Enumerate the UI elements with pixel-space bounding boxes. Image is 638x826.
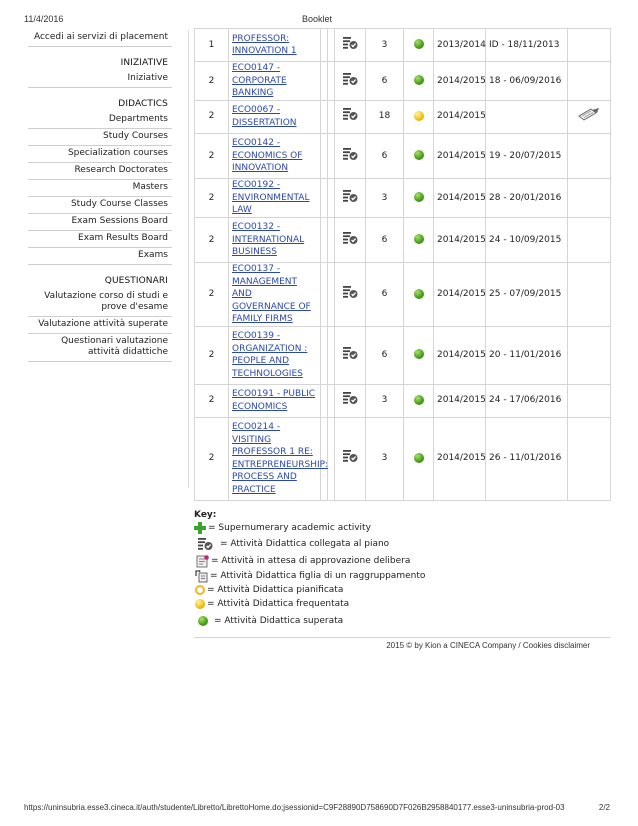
sidebar-item-research-doctorates[interactable]: Research Doctorates bbox=[28, 163, 172, 180]
empty-cell bbox=[328, 179, 335, 218]
linked-activity-icon bbox=[342, 346, 359, 360]
legend-label: = Attività Didattica figlia di un raggruppamento bbox=[210, 570, 426, 581]
empty-cell bbox=[328, 100, 335, 133]
empty-cell bbox=[321, 100, 328, 133]
legend-item bbox=[194, 554, 594, 569]
year-cell: 1 bbox=[195, 29, 229, 62]
table-row bbox=[195, 217, 611, 263]
linked-activity-icon bbox=[342, 107, 359, 121]
legend-label: = Attività Didattica pianificata bbox=[207, 584, 344, 595]
sidebar-item-exam-sessions-board[interactable]: Exam Sessions Board bbox=[28, 214, 172, 231]
result-cell: 25 - 07/09/2015 bbox=[486, 263, 568, 327]
linked-icon-cell bbox=[335, 29, 366, 62]
legend-item bbox=[194, 569, 594, 583]
linked-icon-cell bbox=[335, 62, 366, 101]
year-cell: 2 bbox=[195, 100, 229, 133]
cfu-cell: 3 bbox=[366, 179, 404, 218]
legend-title: Key: bbox=[194, 510, 217, 520]
linked-icon-cell bbox=[335, 384, 366, 417]
linked-icon-cell bbox=[335, 263, 366, 327]
sidebar-item-specialization-courses[interactable]: Specialization courses bbox=[28, 146, 172, 163]
legend-item bbox=[194, 522, 594, 534]
legend-item bbox=[194, 611, 594, 631]
status-cell bbox=[404, 62, 434, 101]
linked-activity-icon bbox=[197, 537, 214, 551]
cfu-cell: 6 bbox=[366, 217, 404, 263]
sidebar-section-title: QUESTIONARI bbox=[104, 276, 168, 286]
status-cell bbox=[404, 179, 434, 218]
action-cell bbox=[568, 29, 611, 62]
cfu-cell: 6 bbox=[366, 326, 404, 384]
course-cell bbox=[229, 133, 321, 179]
academic-year-cell: 2014/2015 bbox=[434, 417, 486, 500]
sidebar-item-study-courses[interactable]: Study Courses bbox=[28, 129, 172, 146]
footer-divider bbox=[194, 637, 610, 638]
status-yellow-icon bbox=[414, 111, 424, 121]
linked-icon-cell bbox=[335, 326, 366, 384]
course-link[interactable]: ECO0147 - CORPORATE BANKING bbox=[232, 63, 287, 98]
linked-activity-icon bbox=[342, 231, 359, 245]
empty-cell bbox=[321, 133, 328, 179]
sidebar-item-questionari-valutazione-attivit-didattiche[interactable]: Questionari valutazione attività didattiche bbox=[28, 334, 172, 362]
result-cell bbox=[486, 100, 568, 133]
print-header bbox=[24, 14, 610, 28]
linked-activity-icon bbox=[342, 147, 359, 161]
year-cell: 2 bbox=[195, 326, 229, 384]
course-link[interactable]: ECO0191 - PUBLIC ECONOMICS bbox=[232, 389, 316, 412]
sidebar-item-placement[interactable]: Accedi ai servizi di placement bbox=[28, 30, 172, 47]
year-cell: 2 bbox=[195, 384, 229, 417]
course-link[interactable]: ECO0067 - DISSERTATION bbox=[232, 105, 297, 128]
action-cell bbox=[568, 326, 611, 384]
linked-activity-icon bbox=[342, 285, 359, 299]
linked-activity-icon bbox=[342, 72, 359, 86]
legend-item bbox=[194, 597, 594, 611]
empty-cell bbox=[328, 133, 335, 179]
empty-cell bbox=[321, 29, 328, 62]
course-cell bbox=[229, 29, 321, 62]
status-green-icon bbox=[414, 192, 424, 202]
sidebar-item-departments[interactable]: Departments bbox=[28, 112, 172, 129]
cfu-cell: 6 bbox=[366, 133, 404, 179]
status-green-icon bbox=[414, 289, 424, 299]
action-cell bbox=[568, 179, 611, 218]
sidebar-section-title: DIDACTICS bbox=[118, 99, 168, 109]
table-row bbox=[195, 62, 611, 101]
sidebar-item-valutazione-attivit-superate[interactable]: Valutazione attività superate bbox=[28, 317, 172, 334]
legend-label: = Attività Didattica superata bbox=[214, 615, 344, 626]
status-green-icon bbox=[414, 150, 424, 160]
cfu-cell: 18 bbox=[366, 100, 404, 133]
linked-activity-icon bbox=[342, 391, 359, 405]
content-divider bbox=[188, 30, 189, 488]
linked-icon-cell bbox=[335, 100, 366, 133]
table-row bbox=[195, 384, 611, 417]
course-cell bbox=[229, 263, 321, 327]
sidebar bbox=[28, 30, 172, 362]
table-row bbox=[195, 100, 611, 133]
sidebar-sections bbox=[28, 47, 172, 362]
pending-approval-icon bbox=[196, 555, 209, 568]
academic-year-cell: 2014/2015 bbox=[434, 326, 486, 384]
booking-icon[interactable] bbox=[578, 107, 600, 121]
action-cell bbox=[568, 62, 611, 101]
year-cell: 2 bbox=[195, 133, 229, 179]
linked-activity-icon bbox=[342, 36, 359, 50]
academic-year-cell: 2013/2014 bbox=[434, 29, 486, 62]
footer-credits[interactable]: 2015 © by Kion a CINECA Company / Cookies disclaimer bbox=[386, 641, 590, 650]
cfu-cell: 6 bbox=[366, 263, 404, 327]
year-cell: 2 bbox=[195, 179, 229, 218]
cfu-cell: 6 bbox=[366, 62, 404, 101]
booklet-body bbox=[195, 29, 611, 501]
course-link[interactable]: PROFESSOR: INNOVATION 1 bbox=[232, 33, 297, 56]
status-green-icon bbox=[414, 39, 424, 49]
action-cell bbox=[568, 133, 611, 179]
academic-year-cell: 2014/2015 bbox=[434, 384, 486, 417]
result-cell: 20 - 11/01/2016 bbox=[486, 326, 568, 384]
result-cell: ID - 18/11/2013 bbox=[486, 29, 568, 62]
linked-activity-icon bbox=[342, 189, 359, 203]
sidebar-item-exam-results-board[interactable]: Exam Results Board bbox=[28, 231, 172, 248]
empty-cell bbox=[328, 384, 335, 417]
linked-icon-cell bbox=[335, 133, 366, 179]
status-cell bbox=[404, 133, 434, 179]
course-link[interactable]: ECO0192 - ENVIRONMENTAL LAW bbox=[232, 180, 310, 215]
course-link[interactable]: ECO0137 - MANAGEMENT AND GOVERNANCE OF FAMILY FIRMS bbox=[232, 264, 311, 324]
legend-item bbox=[194, 583, 594, 597]
planned-ring-icon bbox=[195, 585, 205, 595]
course-cell bbox=[229, 217, 321, 263]
result-cell: 24 - 10/09/2015 bbox=[486, 217, 568, 263]
print-title: Booklet bbox=[301, 14, 333, 24]
status-cell bbox=[404, 326, 434, 384]
table-row bbox=[195, 417, 611, 500]
result-cell: 18 - 06/09/2016 bbox=[486, 62, 568, 101]
result-cell: 24 - 17/06/2016 bbox=[486, 384, 568, 417]
course-link[interactable]: ECO0214 - VISITING PROFESSOR 1 RE: ENTREPRENEURSHIP: PROCESS AND PRACTICE bbox=[232, 422, 329, 495]
status-green-icon bbox=[414, 234, 424, 244]
sidebar-item-masters[interactable]: Masters bbox=[28, 180, 172, 197]
status-green-icon bbox=[414, 349, 424, 359]
print-url: https://uninsubria.esse3.cineca.it/auth/studente/Libretto/LibrettoHome.do;jsessionid=C9F28890D758690D7F026B2958840177.esse3-uninsubria-prod-03 bbox=[24, 803, 565, 812]
empty-cell bbox=[321, 384, 328, 417]
status-cell bbox=[404, 217, 434, 263]
result-cell: 28 - 20/01/2016 bbox=[486, 179, 568, 218]
booklet-table bbox=[194, 28, 611, 501]
course-link[interactable]: ECO0142 - ECONOMICS OF INNOVATION bbox=[232, 138, 303, 173]
sidebar-item-exams[interactable]: Exams bbox=[28, 248, 172, 265]
legend-item bbox=[194, 534, 594, 554]
sidebar-item-valutazione-corso-di-studi-e-prove-d-esame[interactable]: Valutazione corso di studi e prove d'esame bbox=[28, 289, 172, 317]
academic-year-cell: 2014/2015 bbox=[434, 133, 486, 179]
legend-label: = Supernumerary academic activity bbox=[208, 522, 371, 533]
course-cell bbox=[229, 326, 321, 384]
linked-icon-cell bbox=[335, 217, 366, 263]
empty-cell bbox=[328, 217, 335, 263]
print-date: 11/4/2016 bbox=[24, 14, 64, 24]
course-cell bbox=[229, 100, 321, 133]
empty-cell bbox=[321, 326, 328, 384]
status-green-icon bbox=[414, 75, 424, 85]
empty-cell bbox=[328, 263, 335, 327]
empty-cell bbox=[328, 29, 335, 62]
attended-dot-icon bbox=[195, 599, 205, 609]
sidebar-item-study-course-classes[interactable]: Study Course Classes bbox=[28, 197, 172, 214]
print-page-number: 2/2 bbox=[598, 803, 610, 812]
child-activity-icon bbox=[195, 570, 208, 583]
action-cell bbox=[568, 217, 611, 263]
plus-icon bbox=[194, 522, 206, 534]
sidebar-item-iniziative[interactable]: Iniziative bbox=[28, 71, 172, 88]
course-cell bbox=[229, 417, 329, 500]
table-row bbox=[195, 263, 611, 327]
empty-cell bbox=[321, 263, 328, 327]
academic-year-cell: 2014/2015 bbox=[434, 263, 486, 327]
linked-icon-cell bbox=[335, 417, 366, 500]
course-cell bbox=[229, 384, 321, 417]
action-cell bbox=[568, 263, 611, 327]
course-cell bbox=[229, 62, 321, 101]
academic-year-cell: 2014/2015 bbox=[434, 62, 486, 101]
cfu-cell: 3 bbox=[366, 29, 404, 62]
table-row bbox=[195, 133, 611, 179]
passed-dot-icon bbox=[198, 616, 208, 626]
empty-cell bbox=[321, 179, 328, 218]
status-cell bbox=[404, 100, 434, 133]
cfu-cell: 3 bbox=[366, 384, 404, 417]
status-green-icon bbox=[414, 453, 424, 463]
legend-label: = Attività Didattica frequentata bbox=[207, 598, 350, 609]
academic-year-cell: 2014/2015 bbox=[434, 179, 486, 218]
academic-year-cell: 2014/2015 bbox=[434, 217, 486, 263]
year-cell: 2 bbox=[195, 62, 229, 101]
sidebar-section-title: INIZIATIVE bbox=[120, 58, 168, 68]
print-footer bbox=[24, 803, 610, 815]
action-cell bbox=[568, 100, 611, 133]
empty-cell bbox=[321, 217, 328, 263]
status-cell bbox=[404, 417, 434, 500]
legend bbox=[194, 510, 594, 631]
result-cell: 19 - 20/07/2015 bbox=[486, 133, 568, 179]
empty-cell bbox=[321, 62, 328, 101]
status-cell bbox=[404, 263, 434, 327]
table-row bbox=[195, 326, 611, 384]
empty-cell bbox=[328, 326, 335, 384]
course-cell bbox=[229, 179, 321, 218]
legend-label: = Attività in attesa di approvazione delibera bbox=[211, 556, 411, 566]
academic-year-cell: 2014/2015 bbox=[434, 100, 486, 133]
status-cell bbox=[404, 29, 434, 62]
linked-icon-cell bbox=[335, 179, 366, 218]
linked-activity-icon bbox=[342, 449, 359, 463]
legend-list bbox=[194, 522, 594, 631]
year-cell: 2 bbox=[195, 263, 229, 327]
table-row bbox=[195, 29, 611, 62]
year-cell: 2 bbox=[195, 217, 229, 263]
course-link[interactable]: ECO0139 - ORGANIZATION : PEOPLE AND TECHNOLOGIES bbox=[232, 331, 308, 379]
course-link[interactable]: ECO0132 - INTERNATIONAL BUSINESS bbox=[232, 222, 305, 257]
legend-label: = Attività Didattica collegata al piano bbox=[220, 538, 390, 549]
status-green-icon bbox=[414, 395, 424, 405]
empty-cell bbox=[328, 417, 335, 500]
empty-cell bbox=[328, 62, 335, 101]
status-cell bbox=[404, 384, 434, 417]
year-cell: 2 bbox=[195, 417, 229, 500]
action-cell bbox=[568, 417, 611, 500]
table-row bbox=[195, 179, 611, 218]
result-cell: 26 - 11/01/2016 bbox=[486, 417, 568, 500]
cfu-cell: 3 bbox=[366, 417, 404, 500]
action-cell bbox=[568, 384, 611, 417]
